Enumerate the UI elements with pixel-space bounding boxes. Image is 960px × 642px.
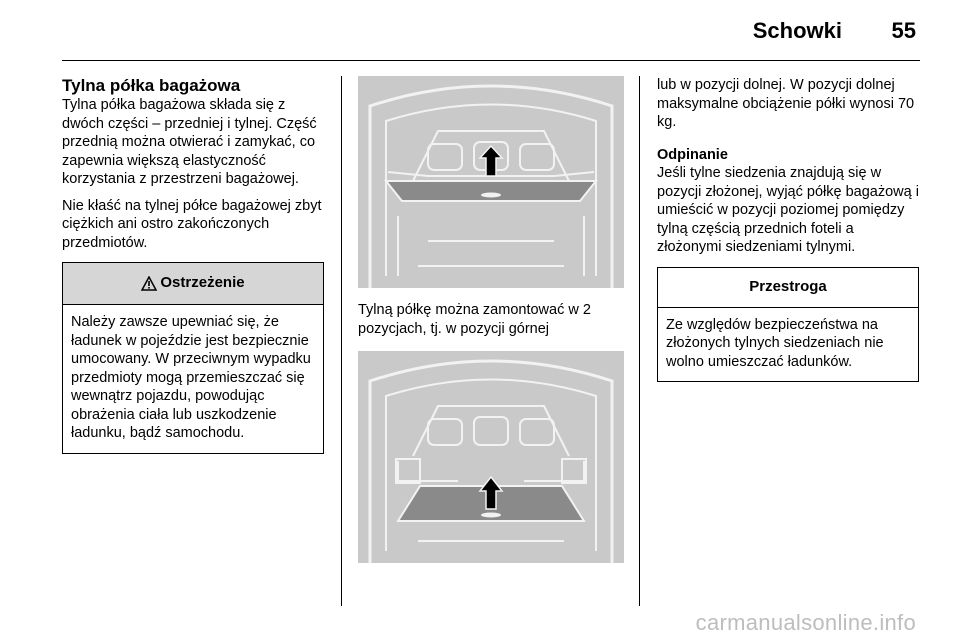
column-divider-right [639,76,640,606]
column-divider-left [341,76,342,606]
middle-column [358,76,624,563]
load-paragraph: Nie kłaść na tylnej półce bagażowej zbyt ciężkich ani ostro zakończonych przedmiotów. [62,197,322,251]
lower-position-paragraph: lub w pozycji dolnej. W pozycji dolnej maksymalne obciążenie półki wynosi 70 kg. [657,77,915,130]
header-divider [62,60,920,61]
warning-title: Ostrzeżenie [160,274,245,292]
left-column [62,76,324,454]
caution-text: Ze względów bezpieczeństwa na złożonych tylnych siedzeniach nie wolno umieszczać ładunków. [666,316,884,370]
warning-triangle-icon [141,276,157,291]
intro-paragraph: Tylna półka bagażowa składa się z dwóch części – przedniej i tylnej. Część przednią można otwierać i zamykać, co zapewnia większą elastyczność korzystania z przestrzeni bagażowej. [62,97,317,187]
subheading-odpinanie: Odpinanie [657,146,728,163]
page-title: Schowki [752,18,842,43]
warning-text: Należy zawsze upewniać się, że ładunek w pojeździe jest bezpiecznie umocowany. W przeciwnym wypadku przedmioty mogą przemieszczać się wewnątrz pojazdu, powodując obrażenia ciała lub uszkodzenie ładunku, bądź samochodu. [71,314,311,441]
warning-header [63,263,323,305]
caution-box [657,267,919,383]
right-column [657,76,919,382]
caution-header: Przestroga [658,268,918,308]
watermark: carmanualsonline.info [695,610,916,635]
illustration-caption: Tylną półkę można zamontować w 2 pozycjach, tj. w pozycji górnej [358,302,591,337]
warning-box [62,262,324,454]
section-heading: Tylna półka bagażowa [62,76,241,95]
page-number: 55 [891,18,916,43]
detach-paragraph: Jeśli tylne siedzenia znajdują się w pozycji złożonej, wyjąć półkę bagażową i umieścić w pozycji poziomej pomiędzy tylną częścią przednich foteli a złożonymi siedzeniami tylnymi. [657,165,919,255]
shelf-lower-position-illustration [358,351,624,563]
shelf-upper-position-illustration [358,76,624,288]
